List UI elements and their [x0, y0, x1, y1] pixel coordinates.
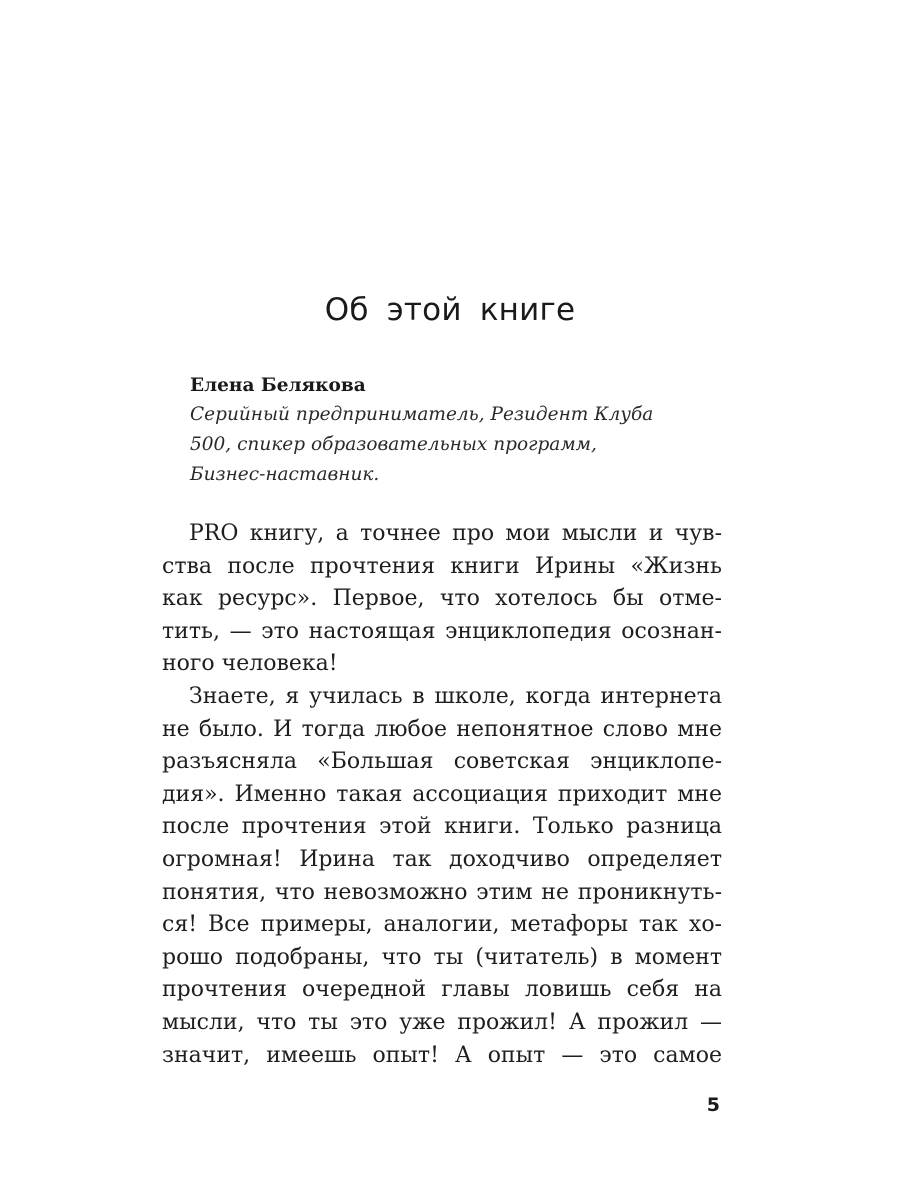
author-bio-line: Серийный предприниматель, Резидент Клуба	[190, 404, 654, 425]
text-line: тить, — это настоящая энциклопедия осознан-	[162, 618, 722, 644]
text-line: огромная! Ирина так доходчиво определяет	[162, 846, 722, 872]
text-line: мысли, что ты это уже прожил! А прожил —	[162, 1009, 722, 1035]
author-name: Елена Белякова	[190, 375, 366, 396]
text-line: Знаете, я училась в школе, когда интернета	[189, 683, 722, 709]
text-line: прочтения очередной главы ловишь себя на	[162, 977, 722, 1003]
body-text	[162, 518, 722, 1072]
text-line: PRO книгу, а точнее про мои мысли и чув-	[189, 521, 722, 546]
page-number: 5	[706, 1094, 720, 1116]
author-bio-line: 500, спикер образовательных программ,	[190, 434, 597, 455]
text-line: рошо подобраны, что ты (читатель) в момент	[162, 944, 722, 970]
author-block	[190, 372, 750, 490]
text-line: ства после прочтения книги Ирины «Жизнь	[162, 553, 722, 579]
text-line: ся! Все примеры, аналогии, метафоры так хо-	[162, 912, 722, 938]
paragraph-2	[162, 681, 722, 1072]
chapter-title: Об этой книге	[324, 292, 576, 328]
text-line: как ресурс». Первое, что хотелось бы отме-	[162, 586, 722, 612]
text-line: дия». Именно такая ассоциация приходит мне	[162, 781, 722, 807]
text-line: после прочтения этой книги. Только разница	[162, 814, 722, 840]
text-line: значит, имеешь опыт! А опыт — это самое	[162, 1042, 722, 1068]
text-line: понятия, что невозможно этим не проникнуть-	[162, 879, 722, 905]
author-bio-line: Бизнес-наставник.	[190, 464, 380, 485]
text-line: ного человека!	[162, 651, 338, 677]
text-line: разъясняла «Большая советская энциклопе-	[162, 749, 722, 775]
text-line: не было. И тогда любое непонятное слово мне	[162, 716, 722, 742]
author-bio	[190, 400, 750, 490]
paragraph-1	[162, 518, 722, 681]
